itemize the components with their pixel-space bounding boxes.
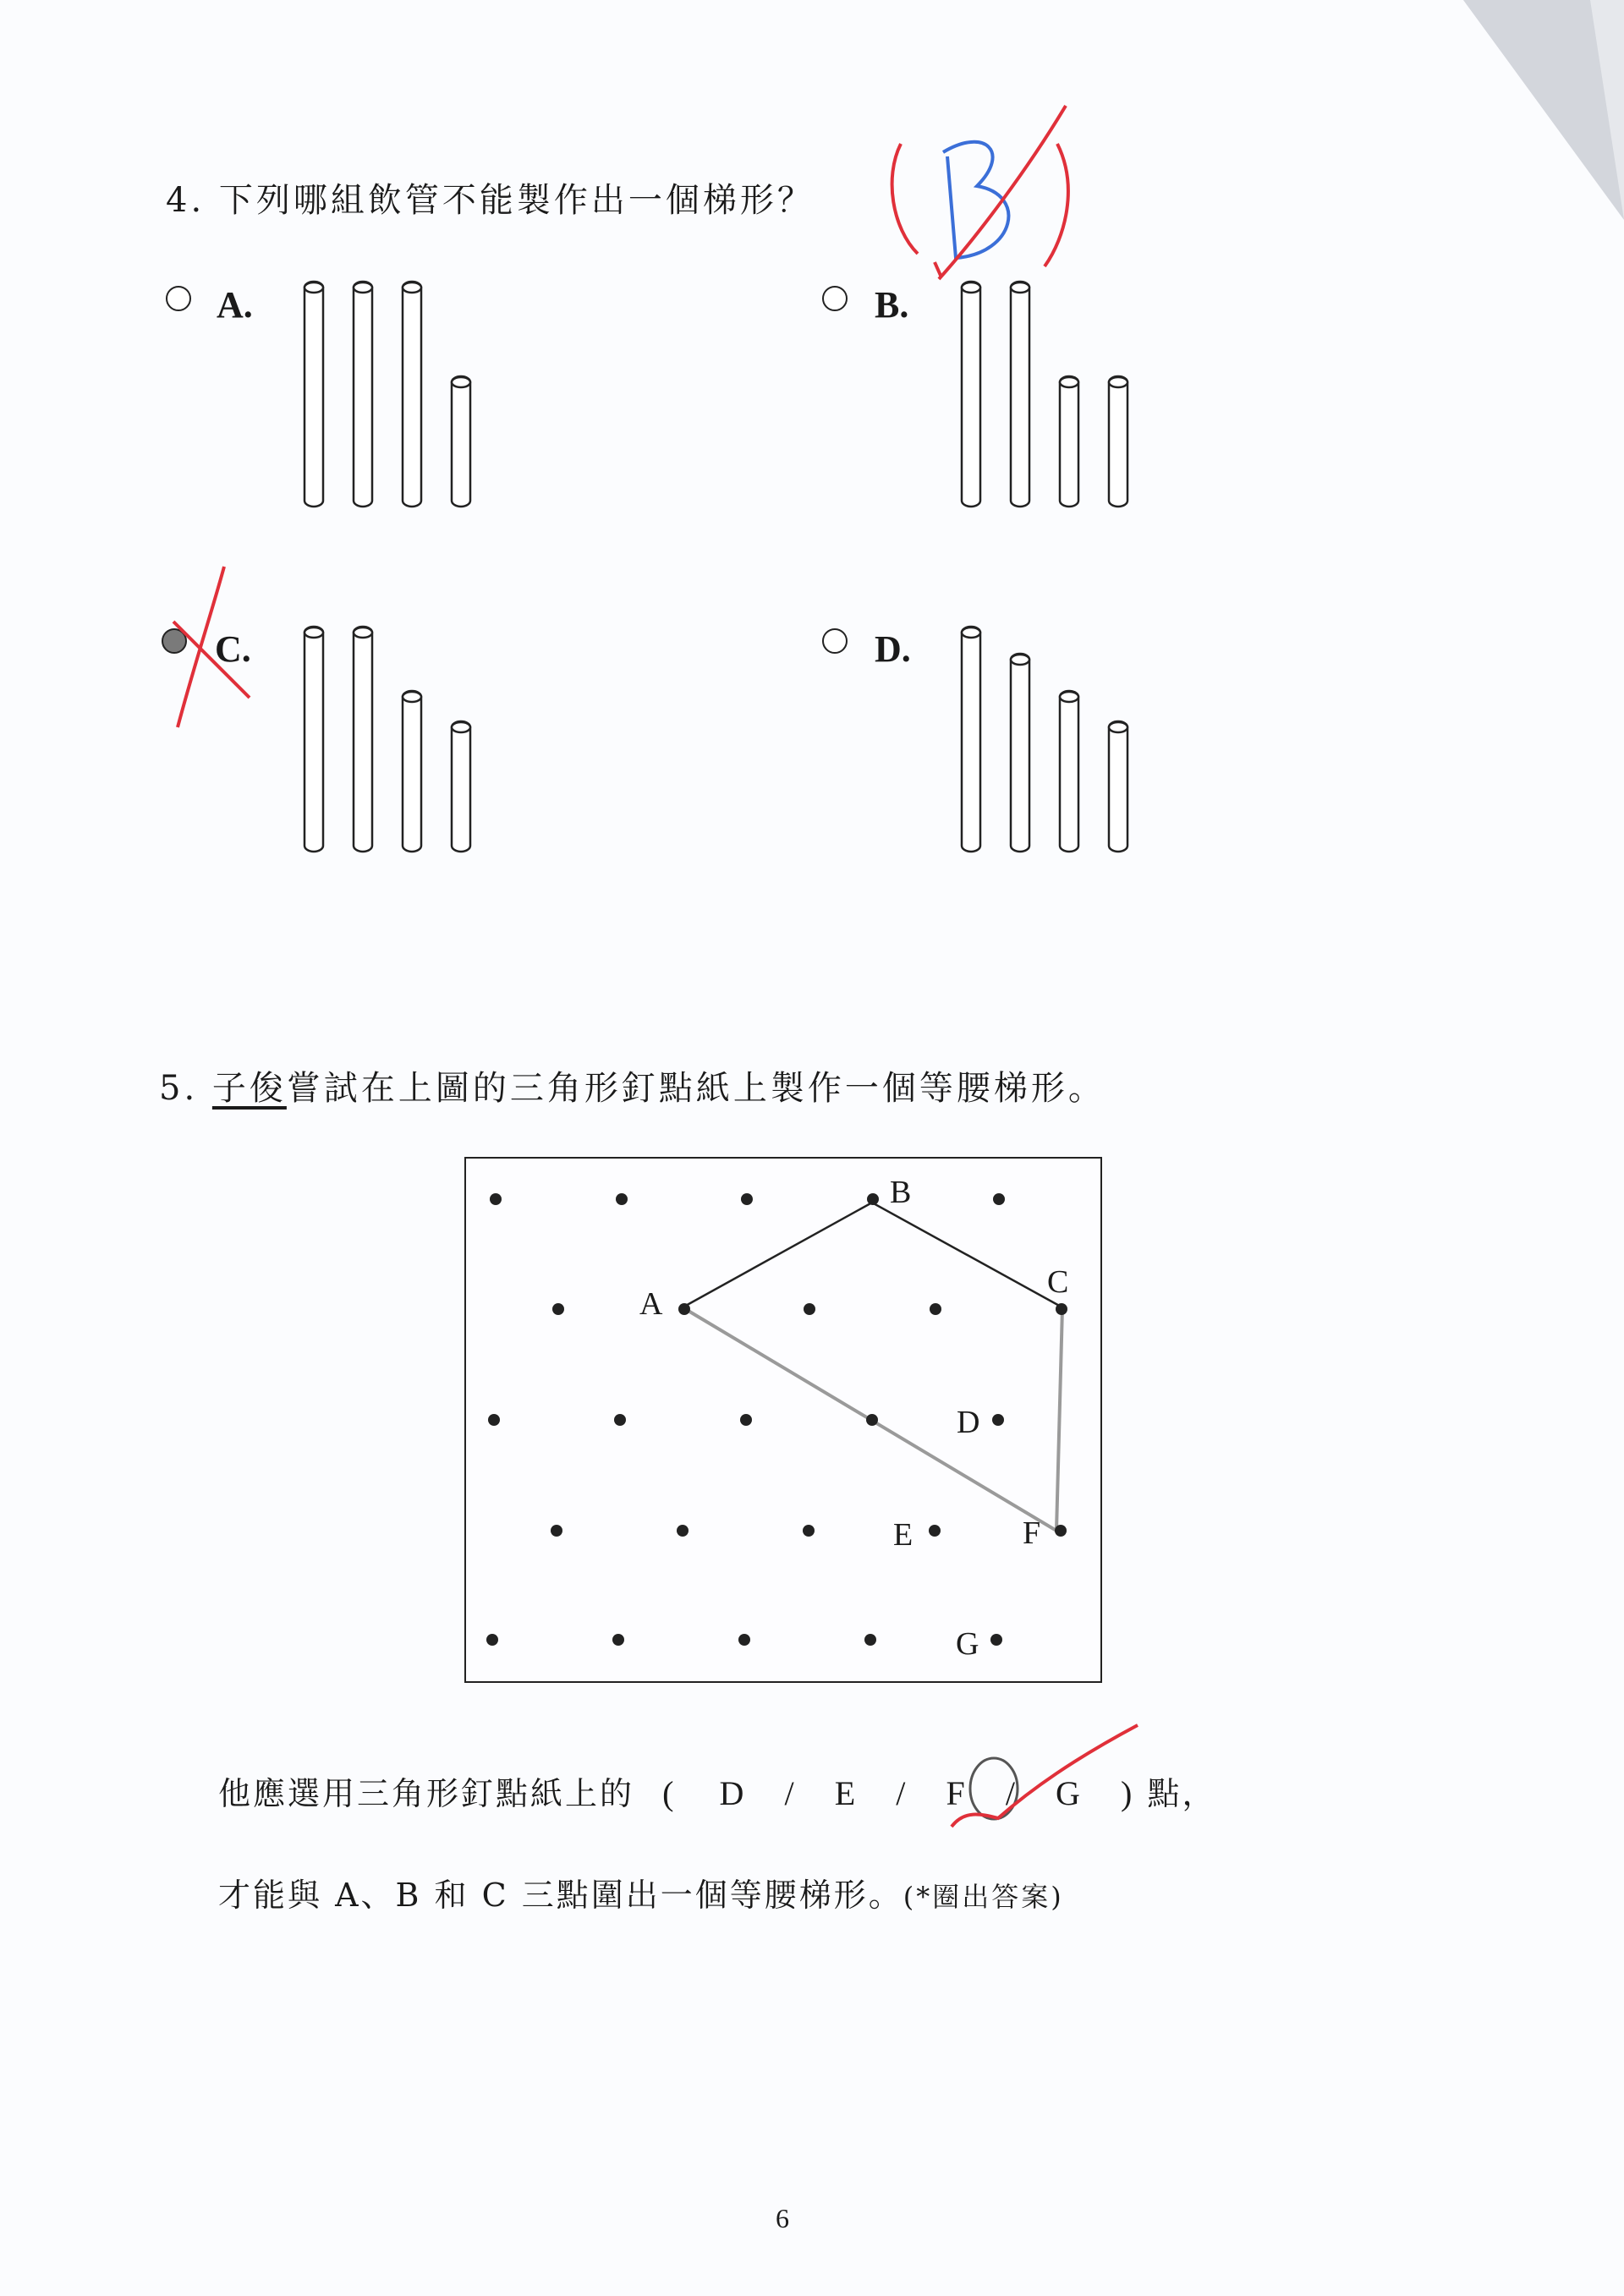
answer-line-2 bbox=[218, 1869, 1064, 1915]
choice-d[interactable]: D bbox=[719, 1774, 747, 1812]
option-d-radio[interactable] bbox=[822, 628, 848, 654]
option-b-radio[interactable] bbox=[822, 286, 848, 311]
question-5-number: 5. bbox=[159, 1069, 199, 1108]
straw bbox=[452, 376, 470, 507]
straw bbox=[403, 282, 421, 507]
open-paren: ( bbox=[662, 1774, 677, 1812]
point-label-e: E bbox=[893, 1517, 914, 1553]
line-a-b-c bbox=[683, 1203, 1062, 1307]
close-paren: ) bbox=[1121, 1774, 1135, 1812]
point-label-g: G bbox=[956, 1626, 979, 1662]
answer-line-1-prefix: 他應選用三角形釘點紙上的 bbox=[218, 1775, 635, 1812]
point-label-b: B bbox=[890, 1175, 912, 1210]
option-a-straws bbox=[300, 279, 486, 507]
option-b-label: B. bbox=[875, 284, 909, 326]
option-a-label: A. bbox=[217, 284, 253, 326]
option-d-straws bbox=[957, 624, 1144, 852]
point-label-f: F bbox=[1023, 1515, 1041, 1551]
option-c-cross-mark bbox=[165, 562, 258, 732]
choice-e[interactable]: E bbox=[834, 1774, 859, 1812]
option-c-label: C. bbox=[215, 628, 251, 670]
handwritten-answer-b bbox=[875, 93, 1095, 288]
point-label-a: A bbox=[639, 1286, 663, 1322]
answer-line-2-text: 才能與 A、B 和 C 三點圍出一個等腰梯形。 bbox=[218, 1877, 903, 1914]
choice-g[interactable]: G bbox=[1056, 1774, 1083, 1812]
point-label-d: D bbox=[957, 1405, 980, 1440]
separator: / bbox=[784, 1774, 797, 1812]
answer-hint: (*圈出答案) bbox=[903, 1881, 1064, 1913]
question-4-text: 4. 下列哪組飲管不能製作出一個梯形？ bbox=[166, 181, 815, 220]
choice-f[interactable]: F bbox=[946, 1774, 968, 1812]
point-label-c: C bbox=[1047, 1264, 1069, 1300]
separator: / bbox=[1005, 1774, 1018, 1812]
question-5-body: 嘗試在上圖的三角形釘點紙上製作一個等腰梯形。 bbox=[286, 1069, 1106, 1108]
option-d-label: D. bbox=[875, 628, 911, 670]
circled-answer-f-mark bbox=[947, 1717, 1150, 1844]
straw bbox=[304, 282, 323, 507]
answer-line-1-suffix: 點， bbox=[1147, 1775, 1217, 1812]
student-name: 子俊 bbox=[211, 1069, 287, 1108]
question-5-text bbox=[159, 1061, 1106, 1110]
straw bbox=[354, 282, 372, 507]
separator: / bbox=[896, 1774, 908, 1812]
option-c-straws bbox=[300, 624, 486, 852]
option-a-radio[interactable] bbox=[166, 286, 191, 311]
page-fold-corner bbox=[1463, 0, 1624, 220]
option-b-straws bbox=[957, 279, 1144, 507]
peg-board-drawing bbox=[464, 1157, 1102, 1683]
page-number: 6 bbox=[776, 2203, 789, 2233]
